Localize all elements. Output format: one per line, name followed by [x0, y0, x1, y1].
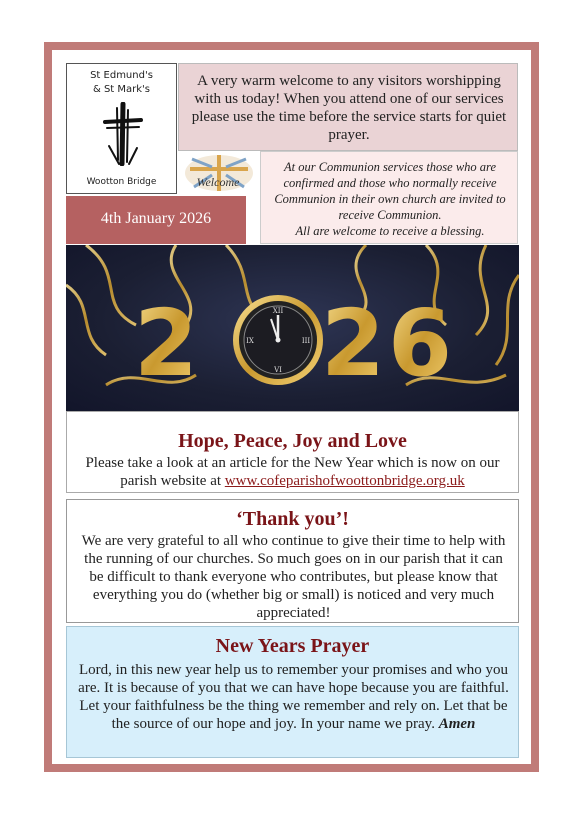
prayer-amen: Amen — [438, 716, 476, 732]
parish-logo — [66, 63, 177, 194]
logo-line-3: Wootton Bridge — [86, 177, 157, 187]
service-date: 4th January 2026 — [100, 210, 212, 227]
page-border — [44, 42, 539, 772]
svg-text:XII: XII — [272, 307, 284, 315]
svg-text:2: 2 — [134, 290, 199, 397]
hope-text-body: Please take a look at an article for the New Year which is now on our parish website at — [85, 455, 500, 489]
communion-line-1: At our Communion services those who are confirmed and those who normally receive Communion in their own church are invited to receive Communion. — [274, 160, 506, 222]
prayer-text — [77, 661, 510, 733]
svg-text:6: 6 — [388, 290, 453, 397]
prayer-title: New Years Prayer — [215, 635, 370, 657]
communion-box — [260, 151, 518, 244]
welcome-box — [178, 63, 518, 151]
new-years-prayer-section — [66, 626, 519, 758]
welcome-logo — [178, 151, 260, 195]
svg-text:2: 2 — [321, 290, 386, 397]
svg-text:IX: IX — [246, 337, 254, 345]
parish-website-link[interactable]: www.cofeparishofwoottonbridge.org.uk — [224, 473, 465, 489]
prayer-text-body: Lord, in this new year help us to remember your promises and who you are. It is because of you that we can have hope because you are faithful. Let your faithfulness be the thing we remember and rely on. Let that be the source of our hope and joy. In your name we pray. — [78, 662, 509, 732]
svg-text:III: III — [301, 337, 311, 345]
thanks-text: We are very grateful to all who continue to give their time to help with the running of our churches. So much goes on in our parish that it can be difficult to thank everyone who contributes, but please know that everything you do (whether big or small) is noticed and very much appreciated! — [81, 533, 506, 621]
hope-title: Hope, Peace, Joy and Love — [178, 430, 407, 452]
communion-line-2: All are welcome to receive a blessing. — [295, 224, 485, 238]
thank-you-section — [66, 499, 519, 623]
hope-text — [67, 454, 518, 490]
thanks-title: ‘Thank you’! — [236, 508, 349, 530]
hope-peace-joy-love-section — [66, 411, 519, 493]
page-content — [52, 50, 531, 764]
welcome-text: A very warm welcome to any visitors worshipping with us today! When you attend one of our services please use the time before the service starts for quiet prayer. — [191, 73, 507, 143]
new-year-banner — [66, 245, 519, 411]
logo-line-1: St Edmund's — [90, 70, 153, 81]
communion-text — [264, 159, 516, 239]
logo-line-2: & St Mark's — [92, 84, 151, 95]
cross-icon — [101, 102, 145, 166]
new-year-2026-clock-icon — [66, 245, 519, 411]
welcome-logo-label: Welcome — [196, 175, 240, 189]
date-box — [66, 196, 246, 244]
svg-text:VI: VI — [274, 366, 282, 374]
